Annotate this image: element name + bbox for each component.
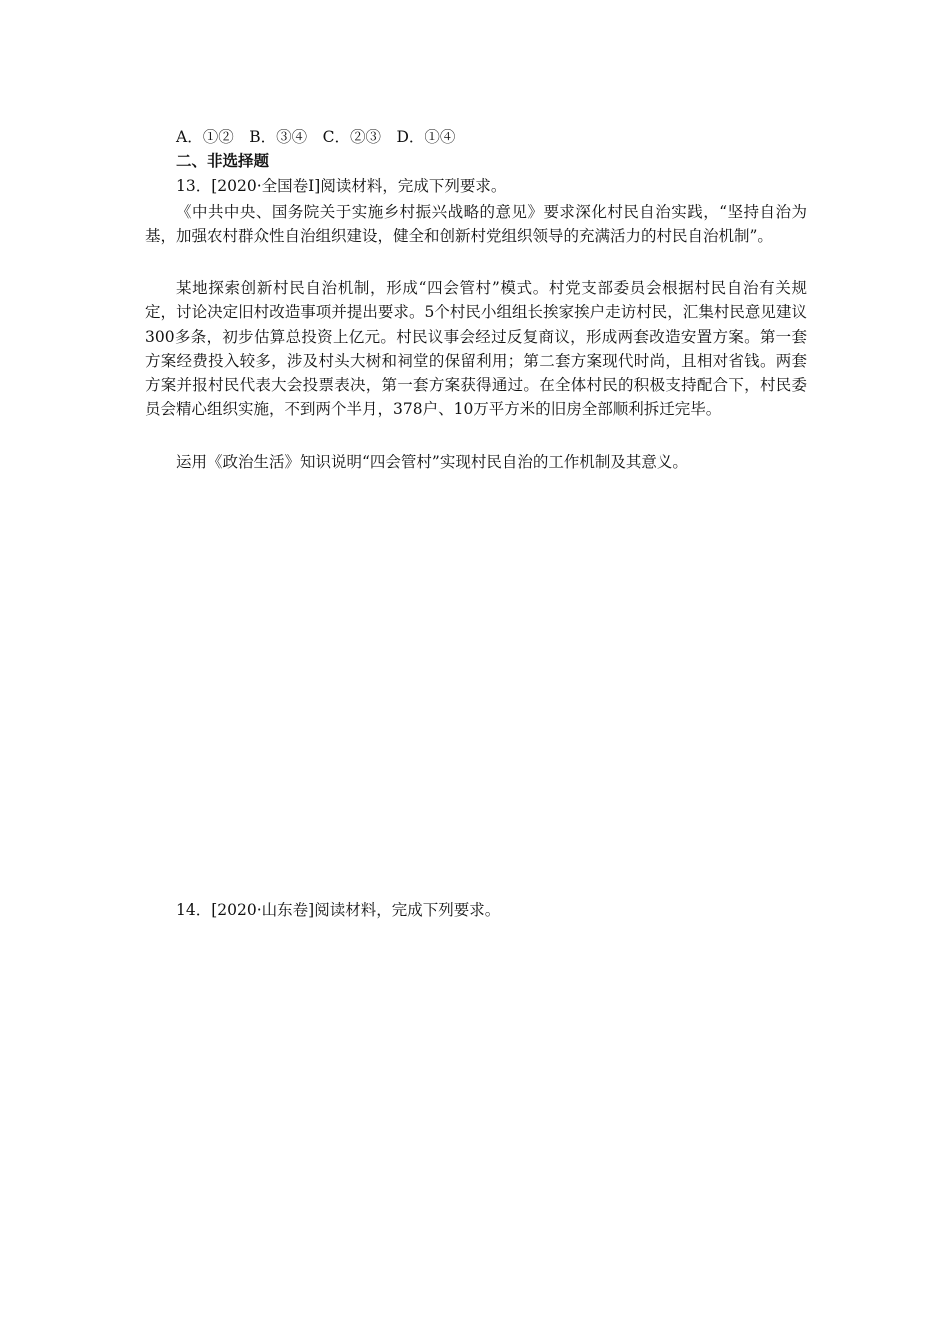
question-13-task: 运用《政治生活》知识说明“四会管村”实现村民自治的工作机制及其意义。 — [176, 453, 688, 471]
section-heading: 二、非选择题 — [176, 151, 270, 170]
answer-options: A．①② B．③④ C．②③ D．①④ — [176, 128, 456, 146]
question-13-material-2: 某地探索创新村民自治机制，形成“四会管村”模式。村党支部委员会根据村民自治有关规定，讨论决定旧村改造事项并提出要求。5个村民小组组长挨家挨户走访村民，汇集村民意见建议300多条，初步估算总投资上亿元。村民议事会经过反复商议，形成两套改造安置方案。第一套方案经费投入较多，涉及村头大树和祠堂的保留利用；第二套方案现代时尚，且相对省钱。两套方案并报村民代表大会投票表决，第一套方案获得通过。在全体村民的积极支持配合下，村民委员会精心组织实施，不到两个半月，378户、10万平方米的旧房全部顺利拆迁完毕。 — [145, 279, 807, 419]
question-14-stem: 14．[2020·山东卷]阅读材料，完成下列要求。 — [176, 901, 501, 919]
question-13-material-1: 《中共中央、国务院关于实施乡村振兴战略的意见》要求深化村民自治实践，“坚持自治为基，加强农村群众性自治组织建设，健全和创新村党组织领导的充满活力的村民自治机制”。 — [145, 203, 807, 246]
question-13-stem: 13．[2020·全国卷Ⅰ]阅读材料，完成下列要求。 — [176, 177, 507, 195]
